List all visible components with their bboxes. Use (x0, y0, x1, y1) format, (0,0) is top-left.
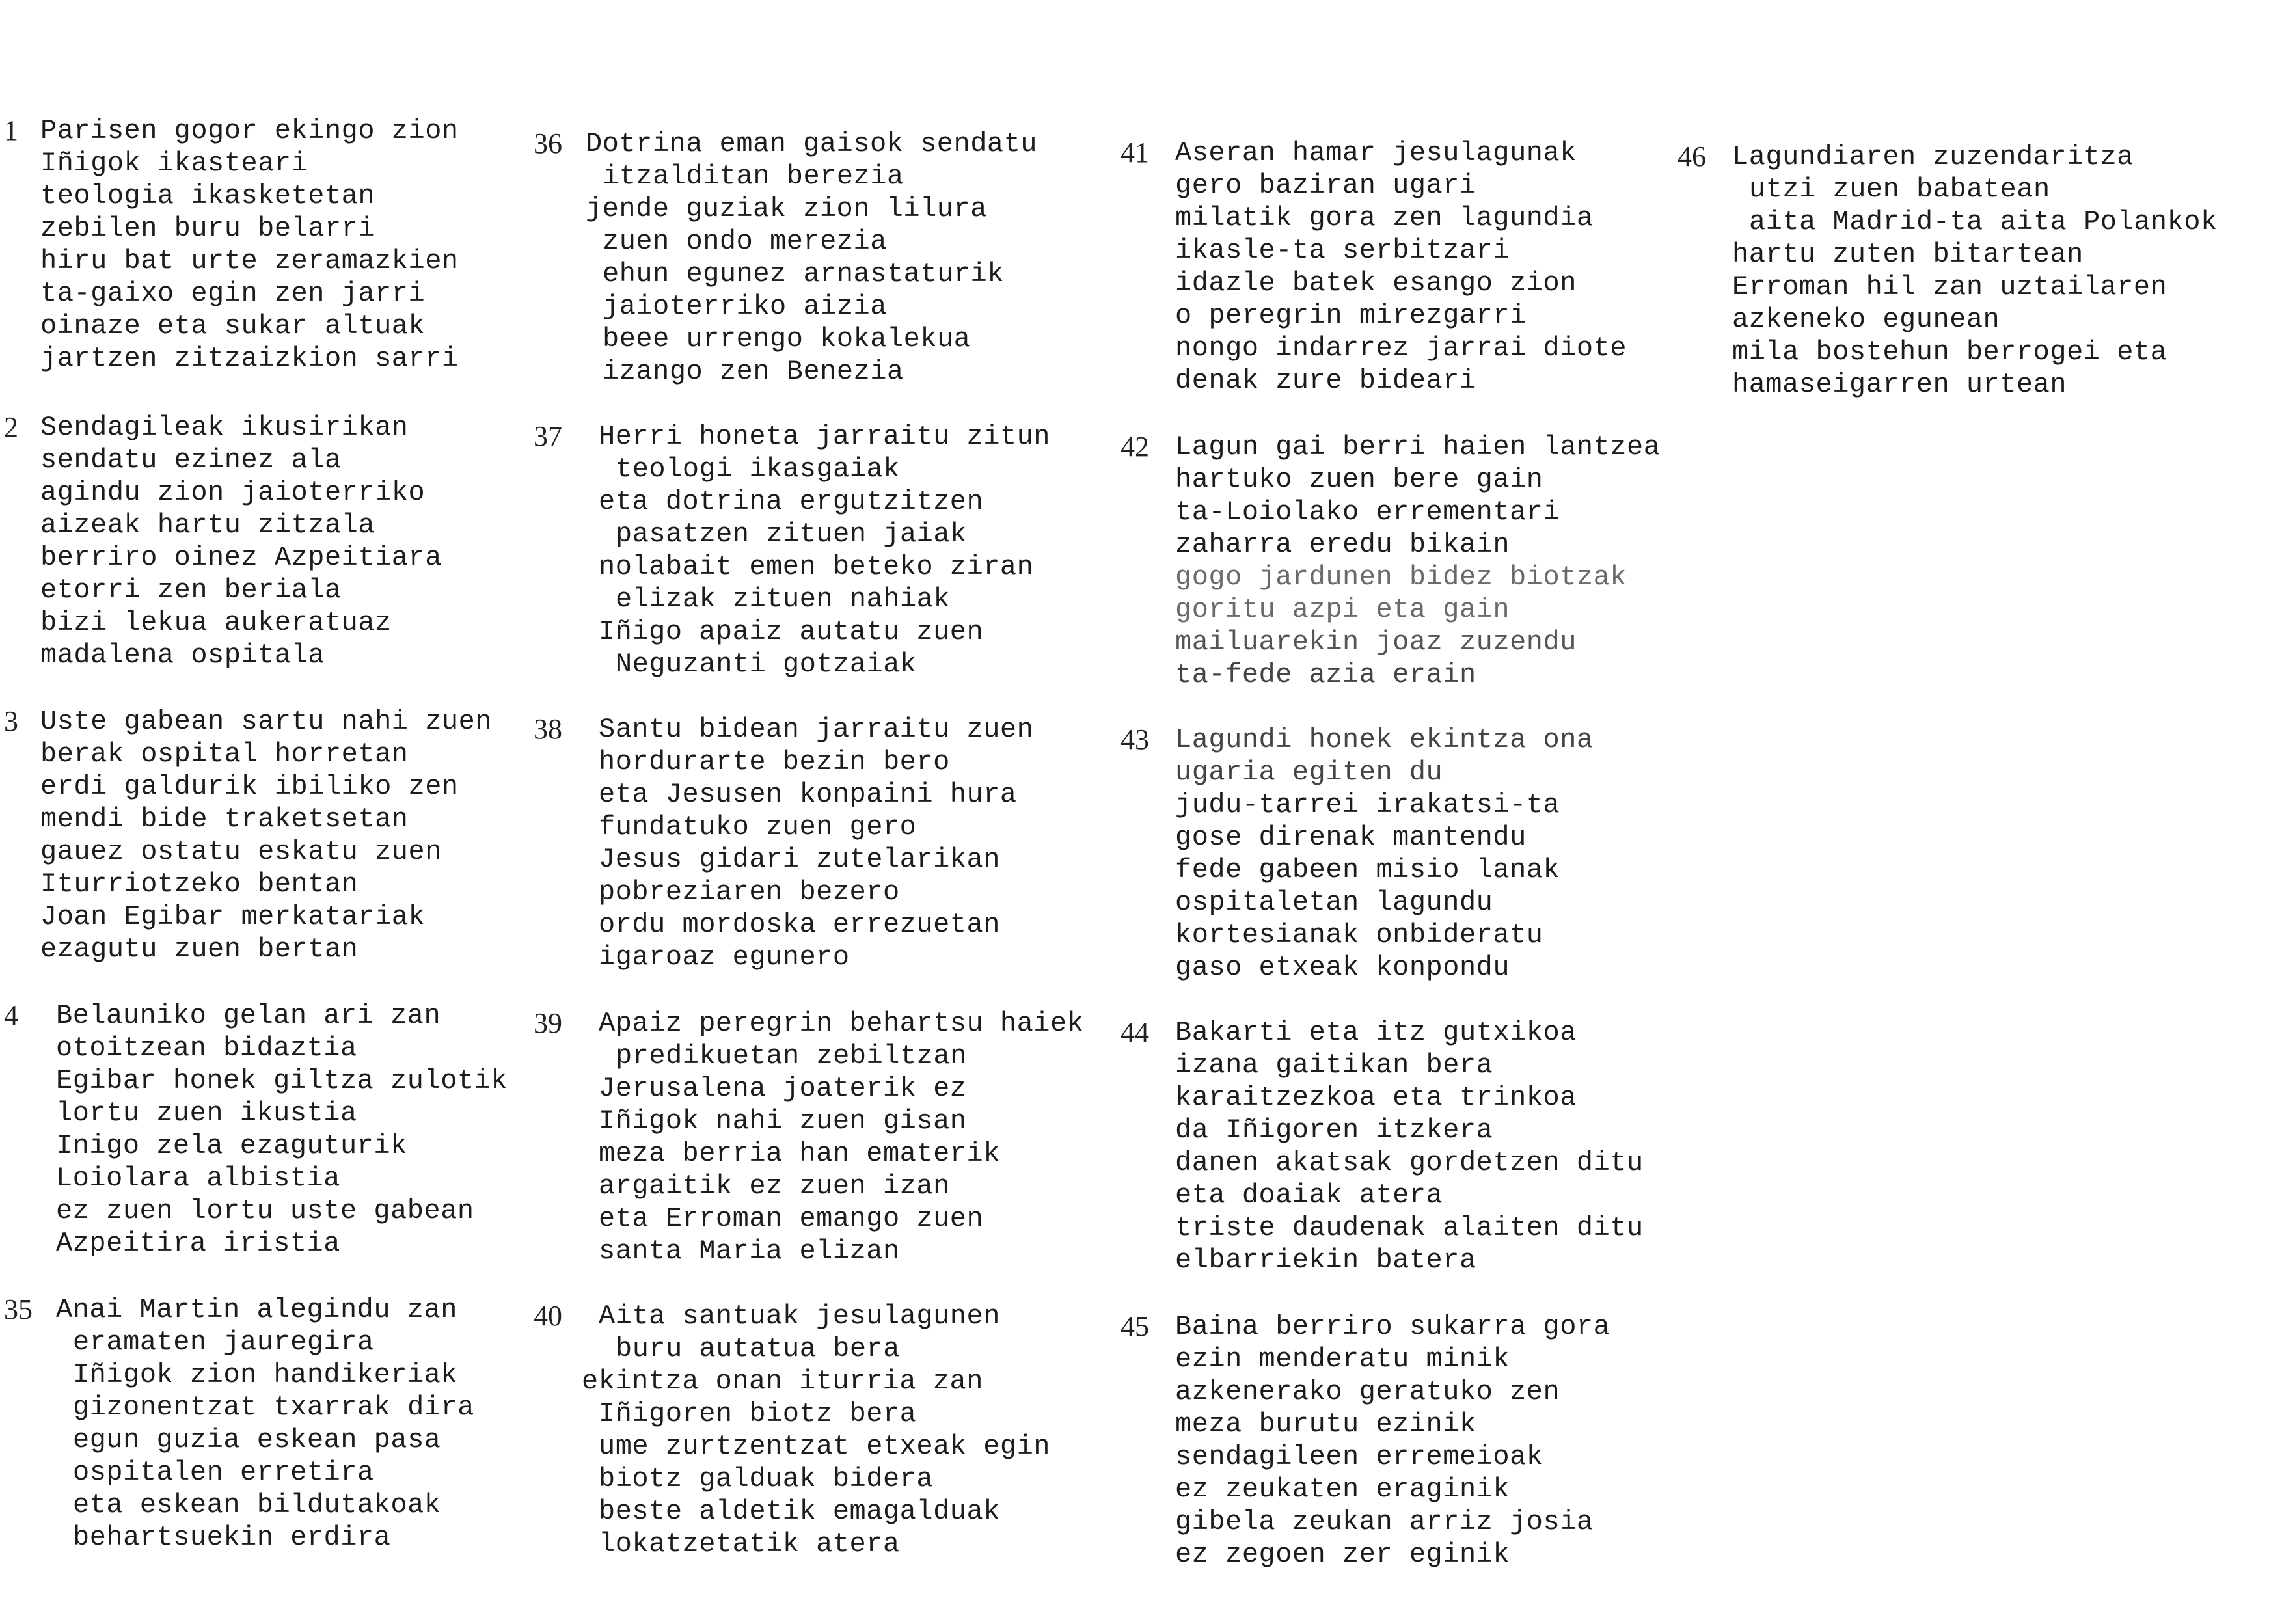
verse-line: sendagileen erremeioak (1175, 1441, 1543, 1472)
verse-line: otoitzean bidaztia (56, 1033, 357, 1064)
verse-line: erdi galdurik ibiliko zen (40, 771, 459, 802)
verse-line: zaharra eredu bikain (1175, 529, 1510, 560)
verse-line: gose direnak mantendu (1175, 822, 1527, 853)
verse-line: utzi zuen babatean (1749, 174, 2050, 205)
verse-line: gaso etxeak konpondu (1175, 952, 1510, 983)
verse-line: gizonentzat txarrak dira (73, 1392, 474, 1423)
verse-line: Loiolara albistia (56, 1163, 340, 1194)
verse-line: Jesus gidari zutelarikan (599, 844, 1000, 875)
verse-line: ta-gaixo egin zen jarri (40, 278, 426, 309)
verse-line: egun guzia eskean pasa (73, 1424, 441, 1455)
verse-line: triste daudenak alaiten ditu (1175, 1212, 1644, 1243)
stanza-number: 45 (1121, 1310, 1149, 1342)
verse-line: beee urrengo kokalekua (603, 323, 971, 355)
verse-line: Iñigok nahi zuen gisan (599, 1105, 967, 1137)
verse-line: berak ospital horretan (40, 738, 409, 770)
verse-line: igaroaz egunero (599, 941, 850, 973)
verse-line: aizeak hartu zitzala (40, 509, 375, 541)
stanza-number: 40 (534, 1300, 562, 1332)
verse-line: Uste gabean sartu nahi zuen (40, 706, 493, 737)
verse-line: elizak zituen nahiak (616, 584, 951, 615)
verse-line: hordurarte bezin bero (599, 746, 950, 778)
verse-line: gogo jardunen bidez biotzak (1175, 562, 1627, 593)
stanza-number: 35 (4, 1293, 33, 1325)
verse-line: goritu azpi eta gain (1175, 594, 1510, 625)
verse-line: ume zurtzentzat etxeak egin (599, 1431, 1051, 1462)
verse-line: predikuetan zebiltzan (616, 1040, 967, 1072)
verse-line: azkenerako geratuko zen (1175, 1376, 1560, 1407)
verse-line: kortesianak onbideratu (1175, 919, 1543, 951)
verse-line: Joan Egibar merkatariak (40, 901, 426, 932)
verse-line: ordu mordoska errezuetan (599, 909, 1000, 940)
verse-line: pobreziaren bezero (599, 876, 900, 908)
verse-line: ikasle-ta serbitzari (1175, 235, 1510, 266)
verse-line: buru autatua bera (616, 1333, 900, 1364)
verse-line: Iturriotzeko bentan (40, 869, 359, 900)
verse-line: ospitaletan lagundu (1175, 887, 1493, 918)
verse-line: ez zuen lortu uste gabean (56, 1195, 474, 1226)
verse-line: Egibar honek giltza zulotik (56, 1065, 508, 1096)
verse-line: denak zure bideari (1175, 365, 1476, 396)
verse-line: mailuarekin joaz zuzendu (1175, 627, 1577, 658)
verse-line: hartuko zuen bere gain (1175, 464, 1543, 495)
verse-line: ezin menderatu minik (1175, 1344, 1510, 1375)
verse-line: zuen ondo merezia (603, 226, 887, 257)
verse-line: Belauniko gelan ari zan (56, 1000, 441, 1031)
verse-line: eta Erroman emango zuen (599, 1203, 984, 1234)
verse-line: fede gabeen misio lanak (1175, 854, 1560, 886)
verse-line: itzalditan berezia (603, 161, 904, 192)
verse-line: lokatzetatik atera (599, 1528, 900, 1560)
verse-line: Santu bidean jarraitu zuen (599, 714, 1034, 745)
verse-line: elbarriekin batera (1175, 1245, 1476, 1276)
verse-line: Sendagileak ikusirikan (40, 412, 409, 443)
verse-line: Iñigok ikasteari (40, 148, 308, 179)
verse-line: pasatzen zituen jaiak (616, 519, 967, 550)
verse-line: eta dotrina ergutzitzen (599, 486, 984, 517)
stanza-number: 38 (534, 713, 562, 745)
verse-line: eta eskean bildutakoak (73, 1489, 441, 1521)
verse-line: agindu zion jaioterriko (40, 477, 426, 508)
verse-line: bizi lekua aukeratuaz (40, 607, 392, 638)
verse-line: biotz galduak bidera (599, 1463, 934, 1495)
stanza-number: 43 (1121, 724, 1149, 755)
verse-line: meza berria han ematerik (599, 1138, 1000, 1169)
verse-line: argaitik ez zuen izan (599, 1171, 950, 1202)
verse-line: santa Maria elizan (599, 1236, 900, 1267)
verse-line: Herri honeta jarraitu zitun (599, 421, 1051, 452)
verse-line: mendi bide traketsetan (40, 804, 409, 835)
verse-line: ta-fede azia erain (1175, 659, 1476, 690)
verse-line: Aita santuak jesulagunen (599, 1301, 1000, 1332)
verse-line: Dotrina eman gaisok sendatu (586, 128, 1038, 159)
verse-line: jende guziak zion lilura (586, 193, 987, 224)
stanza-number: 46 (1678, 141, 1706, 172)
verse-line: Erroman hil zan uztailaren (1732, 271, 2167, 303)
verse-line: mila bostehun berrogei eta (1732, 336, 2167, 368)
verse-line: o peregrin mirezgarri (1175, 300, 1527, 331)
verse-line: nongo indarrez jarrai diote (1175, 332, 1627, 364)
stanza-number: 39 (534, 1007, 562, 1039)
verse-line: ekintza onan iturria zan (582, 1366, 983, 1397)
verse-line: Azpeitira iristia (56, 1228, 340, 1259)
stanza-number: 2 (4, 411, 18, 443)
verse-line: behartsuekin erdira (73, 1522, 391, 1553)
verse-line: Lagundiaren zuzendaritza (1732, 141, 2134, 172)
verse-line: hartu zuten bitartean (1732, 239, 2084, 270)
verse-line: jartzen zitzaizkion sarri (40, 343, 459, 374)
verse-line: da Iñigoren itzkera (1175, 1115, 1493, 1146)
verse-line: zebilen buru belarri (40, 213, 375, 244)
verse-line: Baina berriro sukarra gora (1175, 1311, 1610, 1342)
verse-line: nolabait emen beteko ziran (599, 551, 1034, 582)
verse-line: Bakarti eta itz gutxikoa (1175, 1017, 1577, 1048)
verse-line: judu-tarrei irakatsi-ta (1175, 789, 1560, 820)
verse-line: meza burutu ezinik (1175, 1409, 1476, 1440)
verse-line: Anai Martin alegindu zan (56, 1294, 457, 1325)
stanza-number: 41 (1121, 137, 1149, 169)
verse-line: Jerusalena joaterik ez (599, 1073, 967, 1104)
verse-line: ugaria egiten du (1175, 757, 1443, 788)
verse-line: Apaiz peregrin behartsu haiek (599, 1008, 1084, 1039)
verse-line: oinaze eta sukar altuak (40, 310, 426, 342)
verse-line: etorri zen beriala (40, 575, 342, 606)
verse-line: Lagun gai berri haien lantzea (1175, 431, 1661, 463)
stanza-number: 37 (534, 420, 562, 452)
verse-line: hamaseigarren urtean (1732, 369, 2067, 400)
verse-line: lortu zuen ikustia (56, 1098, 357, 1129)
verse-line: idazle batek esango zion (1175, 267, 1577, 299)
verse-line: ehun egunez arnastaturik (603, 258, 1004, 290)
verse-line: karaitzezkoa eta trinkoa (1175, 1082, 1577, 1113)
verse-line: izango zen Benezia (603, 356, 904, 387)
verse-line: gibela zeukan arriz josia (1175, 1506, 1594, 1537)
stanza-number: 44 (1121, 1016, 1149, 1048)
verse-line: eramaten jauregira (73, 1327, 374, 1358)
verse-line: Aseran hamar jesulagunak (1175, 137, 1577, 169)
verse-line: teologia ikasketetan (40, 180, 375, 211)
verse-line: Iñigok zion handikeriak (73, 1359, 458, 1390)
verse-line: hiru bat urte zeramazkien (40, 245, 459, 277)
verse-line: madalena ospitala (40, 640, 325, 671)
verse-line: aita Madrid-ta aita Polankok (1749, 206, 2218, 237)
verse-line: eta Jesusen konpaini hura (599, 779, 1017, 810)
verse-line: Inigo zela ezaguturik (56, 1130, 407, 1161)
verse-line: eta doaiak atera (1175, 1180, 1443, 1211)
stanza-number: 42 (1121, 431, 1149, 463)
stanza-number: 1 (4, 115, 18, 146)
verse-line: ta-Loiolako errementari (1175, 496, 1560, 528)
verse-line: jaioterriko aizia (603, 291, 887, 322)
verse-line: ez zeukaten eraginik (1175, 1474, 1510, 1505)
verse-line: azkeneko egunean (1732, 304, 2000, 335)
verse-line: Neguzanti gotzaiak (616, 649, 917, 680)
verse-line: Lagundi honek ekintza ona (1175, 724, 1594, 755)
verse-line: teologi ikasgaiak (616, 453, 900, 485)
verse-line: Parisen gogor ekingo zion (40, 115, 459, 146)
verse-line: berriro oinez Azpeitiara (40, 542, 442, 573)
verse-line: danen akatsak gordetzen ditu (1175, 1147, 1644, 1178)
verse-line: gero baziran ugari (1175, 170, 1476, 201)
verse-line: Iñigoren biotz bera (599, 1398, 917, 1429)
verse-line: beste aldetik emagalduak (599, 1496, 1000, 1527)
verse-line: Iñigo apaiz autatu zuen (599, 616, 984, 647)
verse-line: sendatu ezinez ala (40, 444, 342, 476)
stanza-number: 36 (534, 128, 562, 159)
verse-line: milatik gora zen lagundia (1175, 202, 1594, 234)
verse-line: ospitalen erretira (73, 1457, 374, 1488)
verse-line: izana gaitikan bera (1175, 1049, 1493, 1081)
stanza-number: 3 (4, 705, 18, 737)
verse-line: ezagutu zuen bertan (40, 934, 359, 965)
stanza-number: 4 (4, 999, 18, 1031)
verse-line: fundatuko zuen gero (599, 811, 917, 843)
verse-line: ez zegoen zer eginik (1175, 1539, 1510, 1570)
verse-line: gauez ostatu eskatu zuen (40, 836, 442, 867)
